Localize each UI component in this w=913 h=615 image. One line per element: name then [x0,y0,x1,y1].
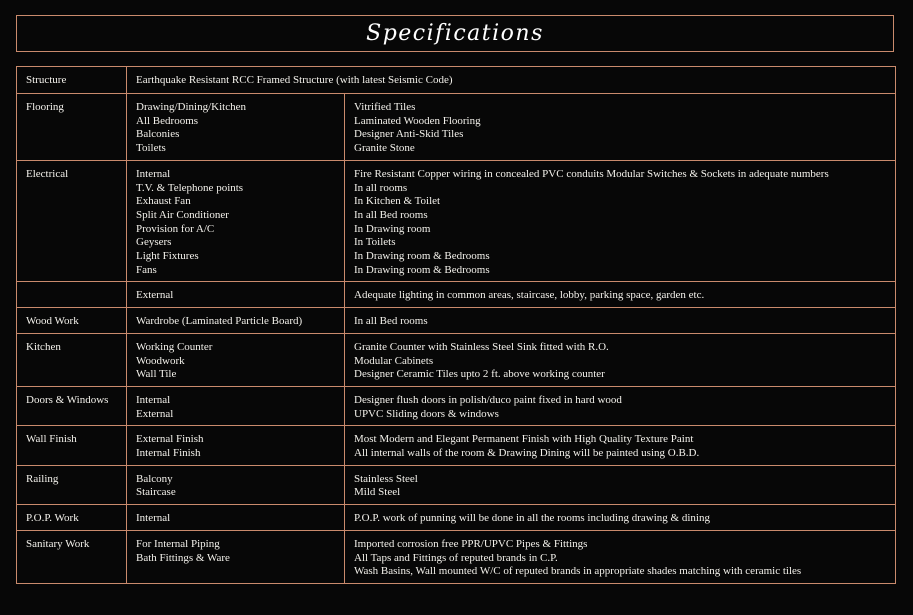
table-row [17,94,896,161]
detail-cell [345,426,896,465]
detail-cell [345,333,896,386]
item-line: Geysers [136,236,172,249]
detail-cell [345,282,896,308]
item-cell [127,308,345,334]
detail-cell [345,160,896,282]
item-line: Split Air Conditioner [136,208,229,221]
detail-line: In Drawing room [354,222,431,235]
detail-line: In all Bed rooms [354,208,428,221]
detail-line: Fire Resistant Copper wiring in concealed PVC conduits Modular Switches & Sockets in adequate numbers [354,167,829,180]
detail-line: Stainless Steel [354,472,418,485]
detail-line: Designer Anti-Skid Tiles [354,128,464,141]
item-cell [127,426,345,465]
item-line: Provision for A/C [136,222,215,235]
category-cell: P.O.P. Work [17,505,127,531]
detail-cell [345,530,896,583]
item-cell [127,465,345,504]
detail-line: In Drawing room & Bedrooms [354,250,490,263]
detail-line: Mild Steel [354,486,401,499]
detail-line: Granite Stone [354,142,415,155]
detail-line: Imported corrosion free PPR/UPVC Pipes & Fittings [354,537,588,550]
item-line: External [136,407,174,420]
table-row [17,465,896,504]
item-line: Staircase [136,486,176,499]
item-cell [127,386,345,425]
item-cell [127,94,345,161]
detail-cell [345,308,896,334]
detail-line: UPVC Sliding doors & windows [354,407,499,420]
table-row [17,530,896,583]
item-line: Drawing/Dining/Kitchen [136,101,246,113]
detail-line: In all Bed rooms [354,315,428,328]
specifications-table [16,66,896,584]
item-line: Light Fixtures [136,250,199,263]
table-row [17,308,896,334]
detail-line: In Toilets [354,236,396,249]
item-line: All Bedrooms [136,114,199,127]
detail-line: Vitrified Tiles [354,101,416,113]
item-line: Toilets [136,142,166,155]
item-line: Woodwork [136,354,185,367]
category-cell: Railing [17,465,127,504]
category-cell: Sanitary Work [17,530,127,583]
item-line: External [136,289,174,302]
category-cell: Wall Finish [17,426,127,465]
category-cell: Flooring [17,94,127,161]
table-row [17,160,896,282]
table-row [17,505,896,531]
item-line: Earthquake Resistant RCC Framed Structure (with latest Seismic Code) [136,74,453,86]
detail-line: Modular Cabinets [354,354,434,367]
item-line: T.V. & Telephone points [136,181,244,194]
table-row [17,67,896,94]
detail-line: In Kitchen & Toilet [354,195,441,208]
item-cell [127,530,345,583]
item-line: Internal [136,167,171,180]
item-cell [127,160,345,282]
table-row [17,333,896,386]
title-box [16,15,894,52]
detail-cell [345,505,896,531]
item-line: Balcony [136,472,173,485]
detail-line: Adequate lighting in common areas, staircase, lobby, parking space, garden etc. [354,289,705,302]
item-line: Internal Finish [136,447,201,460]
item-line: Bath Fittings & Ware [136,551,230,564]
detail-line: All internal walls of the room & Drawing Dining will be painted using O.B.D. [354,447,700,460]
item-cell [127,67,896,94]
item-line: External Finish [136,433,204,446]
detail-cell [345,465,896,504]
detail-cell [345,386,896,425]
category-cell: Structure [17,67,127,94]
item-line: Balconies [136,128,180,141]
category-cell: Doors & Windows [17,386,127,425]
item-line: Exhaust Fan [136,195,191,208]
detail-cell [345,94,896,161]
item-line: For Internal Piping [136,537,220,550]
detail-line: All Taps and Fittings of reputed brands in C.P. [354,551,558,564]
item-line: Wardrobe (Laminated Particle Board) [136,315,303,328]
table-row [17,282,896,308]
item-cell [127,282,345,308]
item-line: Internal [136,393,171,406]
item-cell [127,505,345,531]
detail-line: P.O.P. work of punning will be done in all the rooms including drawing & dining [354,512,710,525]
detail-line: Laminated Wooden Flooring [354,114,481,127]
detail-line: Designer flush doors in polish/duco paint fixed in hard wood [354,393,622,406]
category-cell [17,282,127,308]
detail-line: Wash Basins, Wall mounted W/C of reputed brands in appropriate shades matching with ceramic tiles [354,565,802,578]
table-row [17,386,896,425]
category-cell: Electrical [17,160,127,282]
item-line: Internal [136,512,171,525]
detail-line: Designer Ceramic Tiles upto 2 ft. above working counter [354,368,605,381]
table-row [17,426,896,465]
page-title: Specifications [366,21,544,46]
category-cell: Wood Work [17,308,127,334]
detail-line: In all rooms [354,181,408,194]
detail-line: In Drawing room & Bedrooms [354,263,490,276]
item-cell [127,333,345,386]
item-line: Working Counter [136,340,213,353]
item-line: Wall Tile [136,368,177,381]
category-cell: Kitchen [17,333,127,386]
item-line: Fans [136,263,157,276]
detail-line: Most Modern and Elegant Permanent Finish with High Quality Texture Paint [354,433,694,446]
detail-line: Granite Counter with Stainless Steel Sink fitted with R.O. [354,340,609,353]
